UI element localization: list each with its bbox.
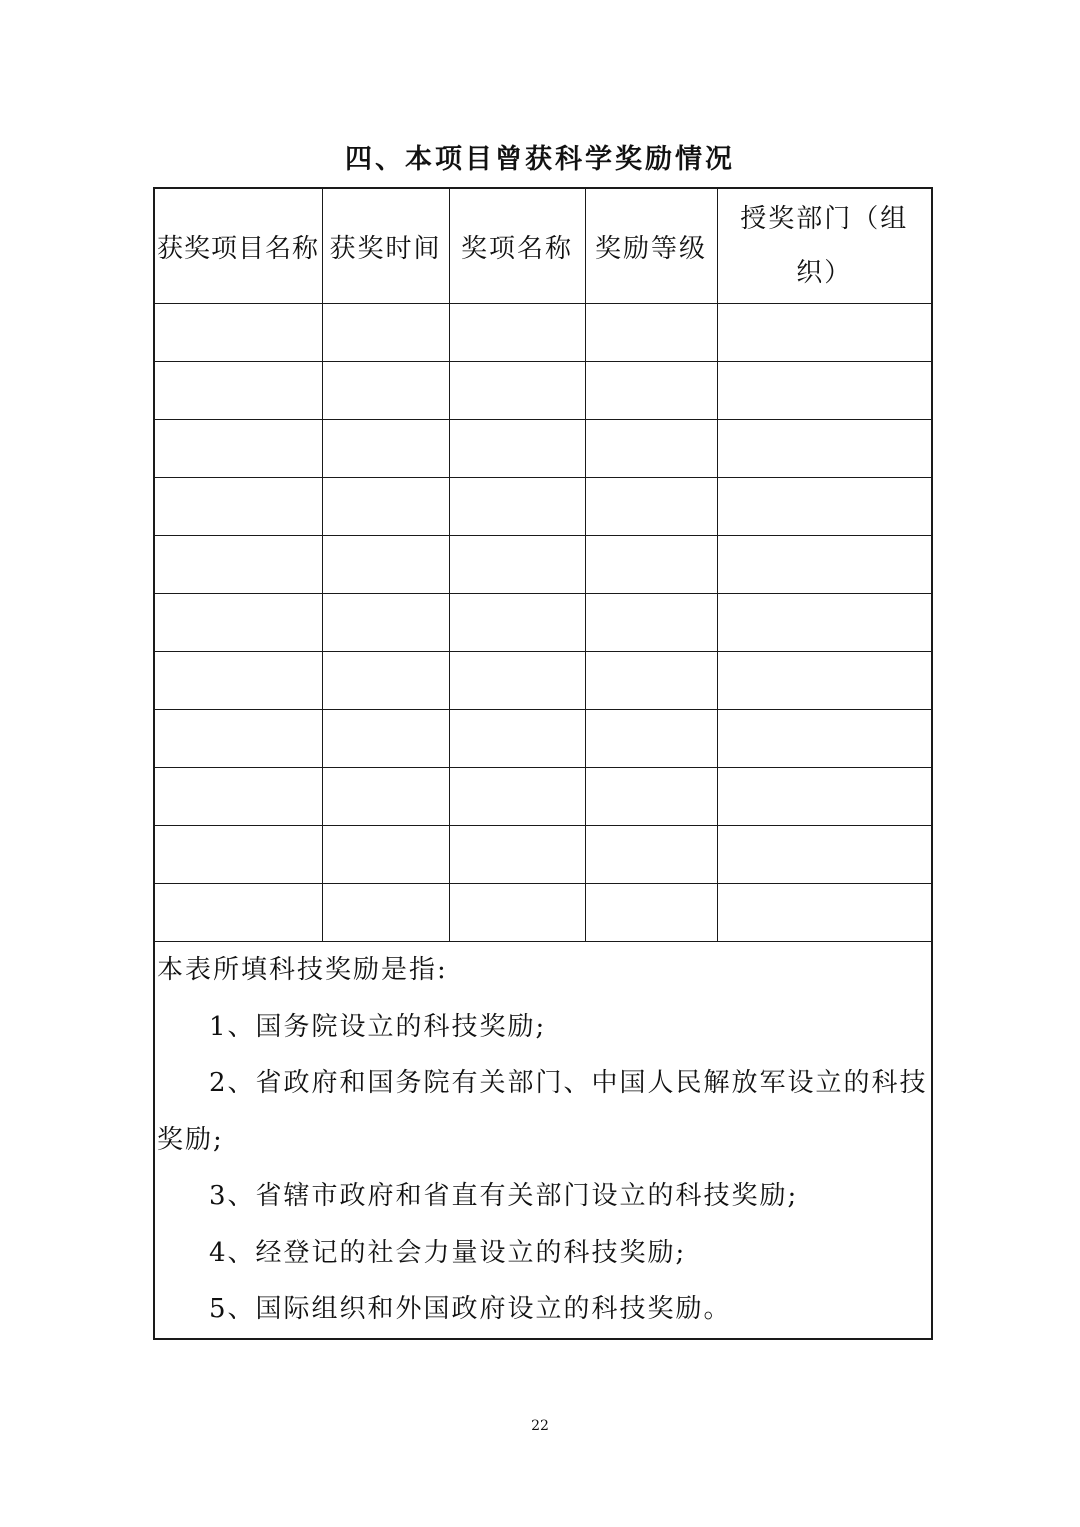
header-award-level: 奖励等级 [585, 188, 717, 304]
table-row [154, 420, 932, 478]
table-cell [154, 768, 322, 826]
table-cell [322, 652, 449, 710]
table-cell [717, 362, 932, 420]
table-cell [585, 652, 717, 710]
award-table [153, 187, 933, 1340]
note-item: 3、省辖市政府和省直有关部门设立的科技奖励; [209, 1181, 799, 1211]
table-row [154, 594, 932, 652]
table-cell [585, 826, 717, 884]
table-cell [154, 420, 322, 478]
table-cell [322, 478, 449, 536]
header-award-project-name: 获奖项目名称 [154, 188, 322, 304]
table-cell [322, 710, 449, 768]
table-cell [322, 362, 449, 420]
table-cell [154, 594, 322, 652]
table-row [154, 478, 932, 536]
table-cell [585, 710, 717, 768]
table-cell [154, 304, 322, 362]
table-row [154, 826, 932, 884]
table-cell [154, 536, 322, 594]
table-cell [449, 768, 585, 826]
table-cell [585, 768, 717, 826]
table-cell [449, 362, 585, 420]
section-title: 四、本项目曾获科学奖励情况 [345, 144, 735, 175]
table-row [154, 884, 932, 942]
table-cell [322, 826, 449, 884]
notes-cell [154, 942, 932, 1339]
table-cell [449, 826, 585, 884]
note-item: 1、国务院设立的科技奖励; [209, 1011, 547, 1042]
table-cell [717, 478, 932, 536]
table-row [154, 710, 932, 768]
table-row [154, 652, 932, 710]
table-cell [585, 478, 717, 536]
table-cell [717, 826, 932, 884]
page-number: 22 [531, 1418, 549, 1434]
table-cell [449, 594, 585, 652]
table-cell [322, 594, 449, 652]
note-item: 4、经登记的社会力量设立的科技奖励; [209, 1237, 687, 1268]
table-cell [154, 652, 322, 710]
table-cell [585, 594, 717, 652]
note-item: 5、国际组织和外国政府设立的科技奖励。 [209, 1294, 732, 1324]
table-cell [449, 652, 585, 710]
table-cell [717, 594, 932, 652]
table-cell [154, 826, 322, 884]
table-cell [585, 536, 717, 594]
table-cell [449, 884, 585, 942]
table-cell [322, 304, 449, 362]
table-cell [449, 536, 585, 594]
table-row [154, 536, 932, 594]
table-body [154, 304, 932, 942]
table-row [154, 304, 932, 362]
table-cell [717, 884, 932, 942]
notes-row [154, 942, 932, 1339]
table-cell [585, 362, 717, 420]
table-cell [449, 478, 585, 536]
notes-intro: 本表所填科技奖励是指: [157, 955, 448, 985]
table-cell [449, 420, 585, 478]
table-cell [717, 304, 932, 362]
table-cell [717, 768, 932, 826]
table-cell [322, 420, 449, 478]
table-cell [717, 710, 932, 768]
header-awarding-department: 授奖部门（组织） [717, 188, 932, 304]
header-award-name: 奖项名称 [449, 188, 585, 304]
table-row [154, 768, 932, 826]
note-item: 2、省政府和国务院有关部门、中国人民解放军设立的科技奖励; [157, 1068, 928, 1155]
table-cell [322, 768, 449, 826]
table-cell [585, 304, 717, 362]
table-cell [449, 304, 585, 362]
header-row [154, 188, 932, 304]
table-cell [154, 362, 322, 420]
table-cell [322, 536, 449, 594]
table-row [154, 362, 932, 420]
header-award-time: 获奖时间 [322, 188, 449, 304]
table-cell [717, 536, 932, 594]
table-cell [322, 884, 449, 942]
table-cell [154, 884, 322, 942]
table-cell [585, 884, 717, 942]
table-cell [717, 420, 932, 478]
table-cell [449, 710, 585, 768]
table-cell [154, 710, 322, 768]
table-cell [585, 420, 717, 478]
table-cell [717, 652, 932, 710]
table-cell [154, 478, 322, 536]
